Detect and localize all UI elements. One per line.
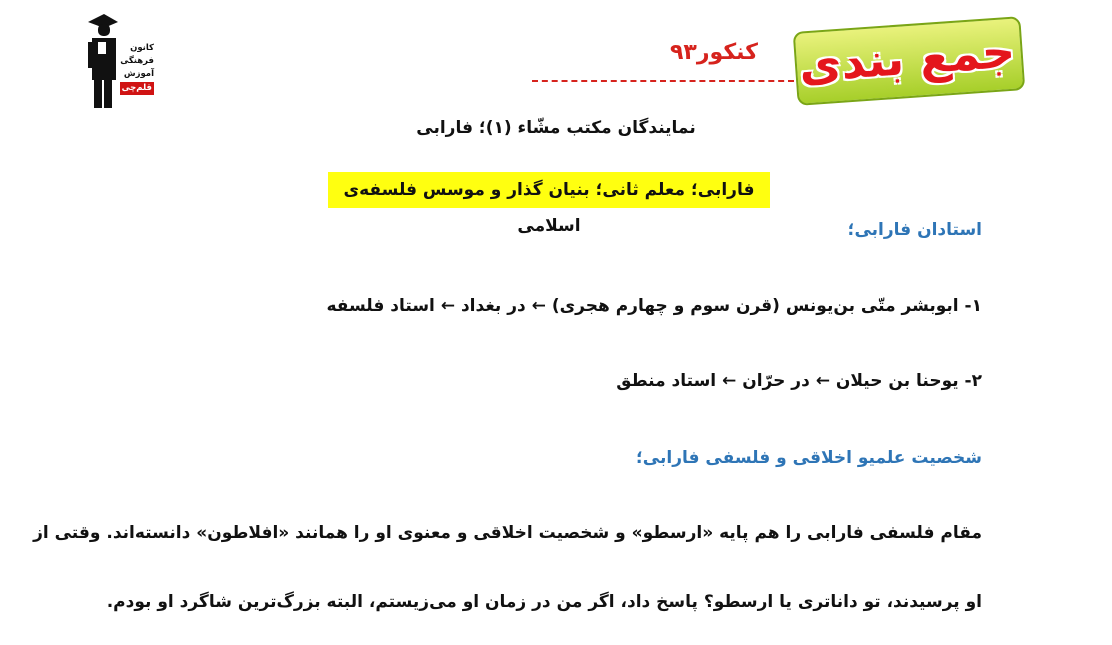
paragraph-line: مقام فلسفی فارابی را هم پایه «ارسطو» و شخصیت اخلاقی و معنوی او را همانند «افلاطون» دانسته‌اند. وقتی از	[33, 523, 982, 543]
personality-heading: شخصیت علمیو اخلاقی و فلسفی فارابی؛	[636, 448, 982, 468]
graduate-figure-icon	[84, 12, 118, 110]
teacher-item-2: ۲- یوحنا بن حیلان ← در حرّان ← استاد منطق	[616, 371, 982, 391]
highlight-text: فارابی؛ معلم ثانی؛ بنیان گذار و موسس فلسفه‌ی اسلامی	[343, 180, 755, 236]
concour-label: کنکور۹۳	[670, 40, 758, 65]
publisher-line: قلم‌چی	[121, 83, 152, 93]
paragraph-line: او پرسیدند، تو داناتری یا ارسطو؟ پاسخ داد، اگر من در زمان او می‌زیستم، البته بزرگ‌ترین شاگرد او بودم.	[106, 592, 982, 612]
badge-text: جمع بندی	[797, 23, 1017, 93]
highlighted-definition	[328, 172, 770, 236]
publisher-line: فرهنگی	[120, 56, 154, 66]
teachers-heading: استادان فارابی؛	[847, 220, 982, 240]
summary-badge	[795, 16, 1021, 100]
dashed-divider	[532, 80, 794, 82]
publisher-line: آموزش	[123, 69, 154, 79]
publisher-logo	[84, 12, 154, 112]
teacher-item-1: ۱- ابوبشر متّی بن‌یونس (قرن سوم و چهارم هجری) ← در بغداد ← استاد فلسفه	[326, 296, 982, 316]
publisher-name	[118, 42, 154, 95]
publisher-line: کانون	[130, 43, 154, 53]
page-title: نمایندگان مکتب مشّاء (۱)؛ فارابی	[416, 118, 696, 138]
